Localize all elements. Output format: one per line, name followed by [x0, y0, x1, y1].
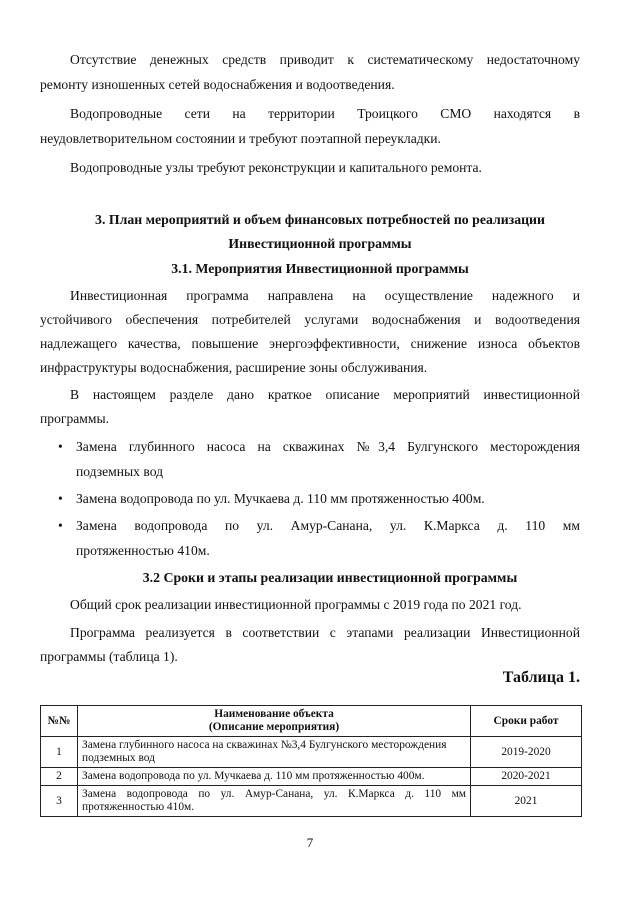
- paragraph-program-aim-2: устойчивого обеспечения потребителей услугами водоснабжения и водоотведения: [40, 312, 580, 327]
- paragraph-funding: Отсутствие денежных средств приводит к систематическому недостаточному: [70, 52, 580, 67]
- bullet-item: • Замена водопровода по ул. Амур-Санана, ул. К.Маркса д. 110 мм протяженностью 410м.: [62, 513, 580, 563]
- row-name: Замена водопровода по ул. Амур-Санана, ул. К.Маркса д. 110 мм протяженностью 410м.: [78, 786, 471, 817]
- paragraph-nodes: Водопроводные узлы требуют реконструкции и капитального ремонта.: [70, 160, 482, 175]
- paragraph-total-term: Общий срок реализации инвестиционной программы с 2019 года по 2021 год.: [70, 597, 522, 612]
- bullet-icon: •: [58, 439, 63, 454]
- page-number: 7: [306, 835, 314, 850]
- row-num: 1: [41, 737, 78, 768]
- bullet-item: • Замена водопровода по ул. Мучкаева д. 110 мм протяженностью 400м.: [62, 486, 580, 511]
- bullet-icon: •: [58, 518, 63, 533]
- paragraph-stages-cont: программы (таблица 1).: [40, 649, 178, 664]
- header-name: Наименование объекта (Описание мероприятия): [78, 706, 471, 737]
- paragraph-stages: Программа реализуется в соответствии с этапами реализации Инвестиционной: [70, 625, 580, 640]
- paragraph-program-aim-3: надлежащего качества, повышение энергоэффективности, снижение износа объектов: [40, 336, 580, 351]
- paragraph-section-intro-cont: программы.: [40, 411, 110, 426]
- paragraph-section-intro: В настоящем разделе дано краткое описание мероприятий инвестиционной: [70, 387, 580, 402]
- paragraph-network-state-cont: неудовлетворительном состоянии и требуют поэтапной переукладки.: [40, 131, 441, 146]
- table-row: [41, 737, 582, 768]
- paragraph-network-state: Водопроводные сети на территории Троицкого СМО находятся в: [70, 106, 580, 121]
- row-name: Замена глубинного насоса на скважинах №3,4 Булгунского месторождения подземных вод: [78, 737, 471, 768]
- header-num: №№: [41, 706, 78, 737]
- section-title: 3. План мероприятий и объем финансовых потребностей по реализации: [95, 212, 545, 227]
- row-name: Замена водопровода по ул. Мучкаева д. 110 мм протяженностью 400м.: [78, 768, 471, 786]
- subsection-title-measures: 3.1. Мероприятия Инвестиционной программы: [171, 261, 469, 276]
- section-title-cont: Инвестиционной программы: [228, 236, 412, 251]
- paragraph-program-aim-4: инфраструктуры водоснабжения, расширение зоны обслуживания.: [40, 360, 428, 375]
- table-row: [41, 768, 582, 786]
- row-terms: 2021: [471, 786, 582, 817]
- table-caption: Таблица 1.: [502, 669, 580, 686]
- table-header-row: [41, 706, 582, 737]
- row-terms: 2019-2020: [471, 737, 582, 768]
- bullet-icon: •: [58, 491, 63, 506]
- subsection-title-terms: 3.2 Сроки и этапы реализации инвестиционной программы: [142, 570, 518, 585]
- row-terms: 2020-2021: [471, 768, 582, 786]
- paragraph-program-aim: Инвестиционная программа направлена на осуществление надежного и: [70, 288, 580, 303]
- paragraph-funding-cont: ремонту изношенных сетей водоснабжения и водоотведения.: [40, 77, 395, 92]
- row-num: 3: [41, 786, 78, 817]
- header-terms: Сроки работ: [471, 706, 582, 737]
- measures-table: [40, 705, 582, 817]
- table-row: [41, 786, 582, 817]
- row-num: 2: [41, 768, 78, 786]
- bullet-item: • Замена глубинного насоса на скважинах №3,4 Булгунского месторождения подземных вод: [62, 434, 580, 484]
